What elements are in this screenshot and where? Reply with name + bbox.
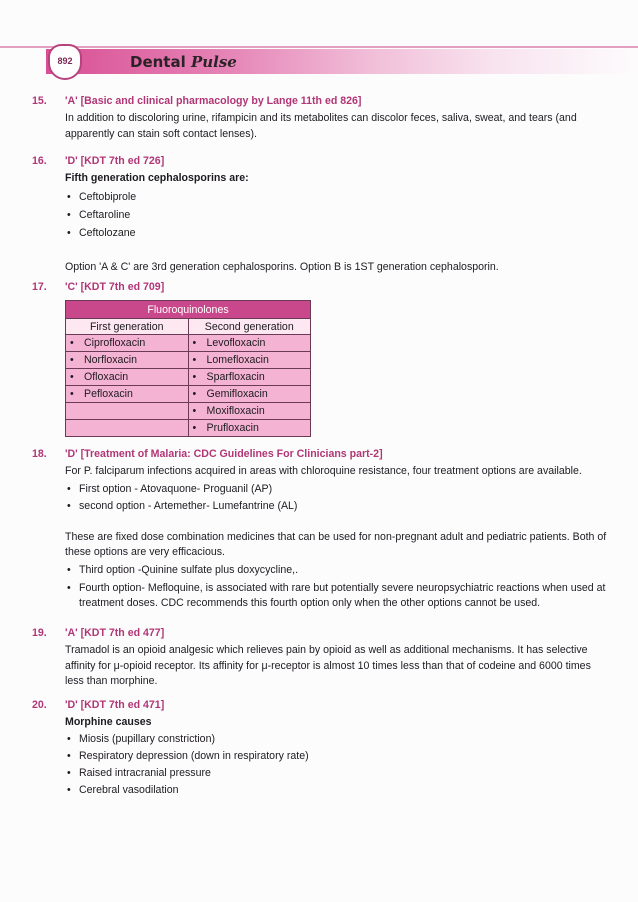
table-row bbox=[66, 369, 311, 386]
fluoroquinolone-table bbox=[65, 300, 311, 437]
explanation-note: Option 'A & C' are 3rd generation cephalosporins. Option B is 1ST generation cephalosporin. bbox=[65, 260, 499, 273]
question-number: 17. bbox=[32, 281, 47, 293]
question-number: 15. bbox=[32, 95, 47, 107]
answer-reference: 'D' [Treatment of Malaria: CDC Guidelines For Clinicians part-2] bbox=[65, 448, 383, 460]
table-row bbox=[66, 403, 311, 420]
explanation-line: These are fixed dose combination medicines that can be used for non-pregnant adult and pediatric patients. Both of bbox=[65, 530, 607, 543]
tooth-icon bbox=[48, 44, 82, 80]
list-item: • Ceftaroline bbox=[65, 208, 610, 226]
bullet-list bbox=[65, 482, 610, 516]
table-row bbox=[66, 335, 311, 352]
table-cell: • Moxifloxacin bbox=[188, 403, 311, 420]
table-cell: • Ciprofloxacin bbox=[66, 335, 189, 352]
brand-bold: Dental bbox=[130, 53, 191, 71]
list-item: • second option - Artemether- Lumefantrine (AL) bbox=[65, 499, 610, 516]
question-number: 20. bbox=[32, 699, 47, 711]
table-row bbox=[66, 386, 311, 403]
bullet-list bbox=[65, 190, 610, 244]
section-title: Morphine causes bbox=[65, 716, 152, 728]
explanation-line: Tramadol is an opioid analgesic which relieves pain by opioid as well as additional mechanisms. It has selective bbox=[65, 644, 588, 656]
table-title: Fluoroquinolones bbox=[66, 301, 311, 319]
table-cell: • Ofloxacin bbox=[66, 369, 189, 386]
brand-title bbox=[130, 53, 237, 71]
table-cell: • Pefloxacin bbox=[66, 386, 189, 403]
list-item: • Fourth option- Mefloquine, is associated with rare but potentially severe neuropsychiatric reactions when used at treatment doses. CDC recommends this fourth option only when the other options cannot be used. bbox=[65, 581, 610, 612]
explanation-line: In addition to discoloring urine, rifampicin and its metabolites can discolor feces, saliva, sweat, and tears (and bbox=[65, 112, 577, 124]
answer-reference: 'A' [Basic and clinical pharmacology by Lange 11th ed 826] bbox=[65, 95, 362, 107]
brand-italic: Pulse bbox=[190, 53, 237, 71]
question-number: 18. bbox=[32, 448, 47, 460]
explanation-line: less than morphine. bbox=[65, 675, 158, 687]
list-item: • Raised intracranial pressure bbox=[65, 766, 610, 783]
table-cell: • Norfloxacin bbox=[66, 352, 189, 369]
table-cell bbox=[66, 403, 189, 420]
section-title: Fifth generation cephalosporins are: bbox=[65, 172, 249, 184]
answer-reference: 'C' [KDT 7th ed 709] bbox=[65, 281, 165, 293]
answer-reference: 'A' [KDT 7th ed 477] bbox=[65, 627, 165, 639]
explanation-line: For P. falciparum infections acquired in areas with chloroquine resistance, four treatment options are available. bbox=[65, 465, 582, 477]
header-rule bbox=[0, 46, 638, 48]
list-item: • Ceftobiprole bbox=[65, 190, 610, 208]
table-cell: • Prufloxacin bbox=[188, 420, 311, 437]
list-item: • Respiratory depression (down in respiratory rate) bbox=[65, 749, 610, 766]
list-item: • Miosis (pupillary constriction) bbox=[65, 732, 610, 749]
table-header-second: Second generation bbox=[188, 319, 311, 335]
list-item: • First option - Atovaquone- Proguanil (AP) bbox=[65, 482, 610, 499]
table-cell: • Levofloxacin bbox=[188, 335, 311, 352]
bullet-list bbox=[65, 563, 610, 612]
explanation-line: these options are very efficacious. bbox=[65, 546, 225, 558]
explanation-line: apparently can stain soft contact lenses). bbox=[65, 127, 257, 140]
table-cell bbox=[66, 420, 189, 437]
table-cell: • Sparfloxacin bbox=[188, 369, 311, 386]
bullet-list bbox=[65, 732, 610, 800]
answer-reference: 'D' [KDT 7th ed 726] bbox=[65, 155, 165, 167]
table-row bbox=[66, 420, 311, 437]
explanation-line: affinity for μ-opioid receptor. Its affinity for μ-receptor is almost 10 times less than that of codeine and 6000 times bbox=[65, 659, 591, 672]
answer-reference: 'D' [KDT 7th ed 471] bbox=[65, 699, 165, 711]
question-number: 19. bbox=[32, 627, 47, 639]
page-number: 892 bbox=[57, 56, 73, 66]
list-item: • Cerebral vasodilation bbox=[65, 783, 610, 800]
table-cell: • Lomefloxacin bbox=[188, 352, 311, 369]
table-row bbox=[66, 352, 311, 369]
list-item: • Third option -Quinine sulfate plus doxycycline,. bbox=[65, 563, 610, 581]
list-item: • Ceftolozane bbox=[65, 226, 610, 244]
table-cell: • Gemifloxacin bbox=[188, 386, 311, 403]
table-header-first: First generation bbox=[66, 319, 189, 335]
question-number: 16. bbox=[32, 155, 47, 167]
